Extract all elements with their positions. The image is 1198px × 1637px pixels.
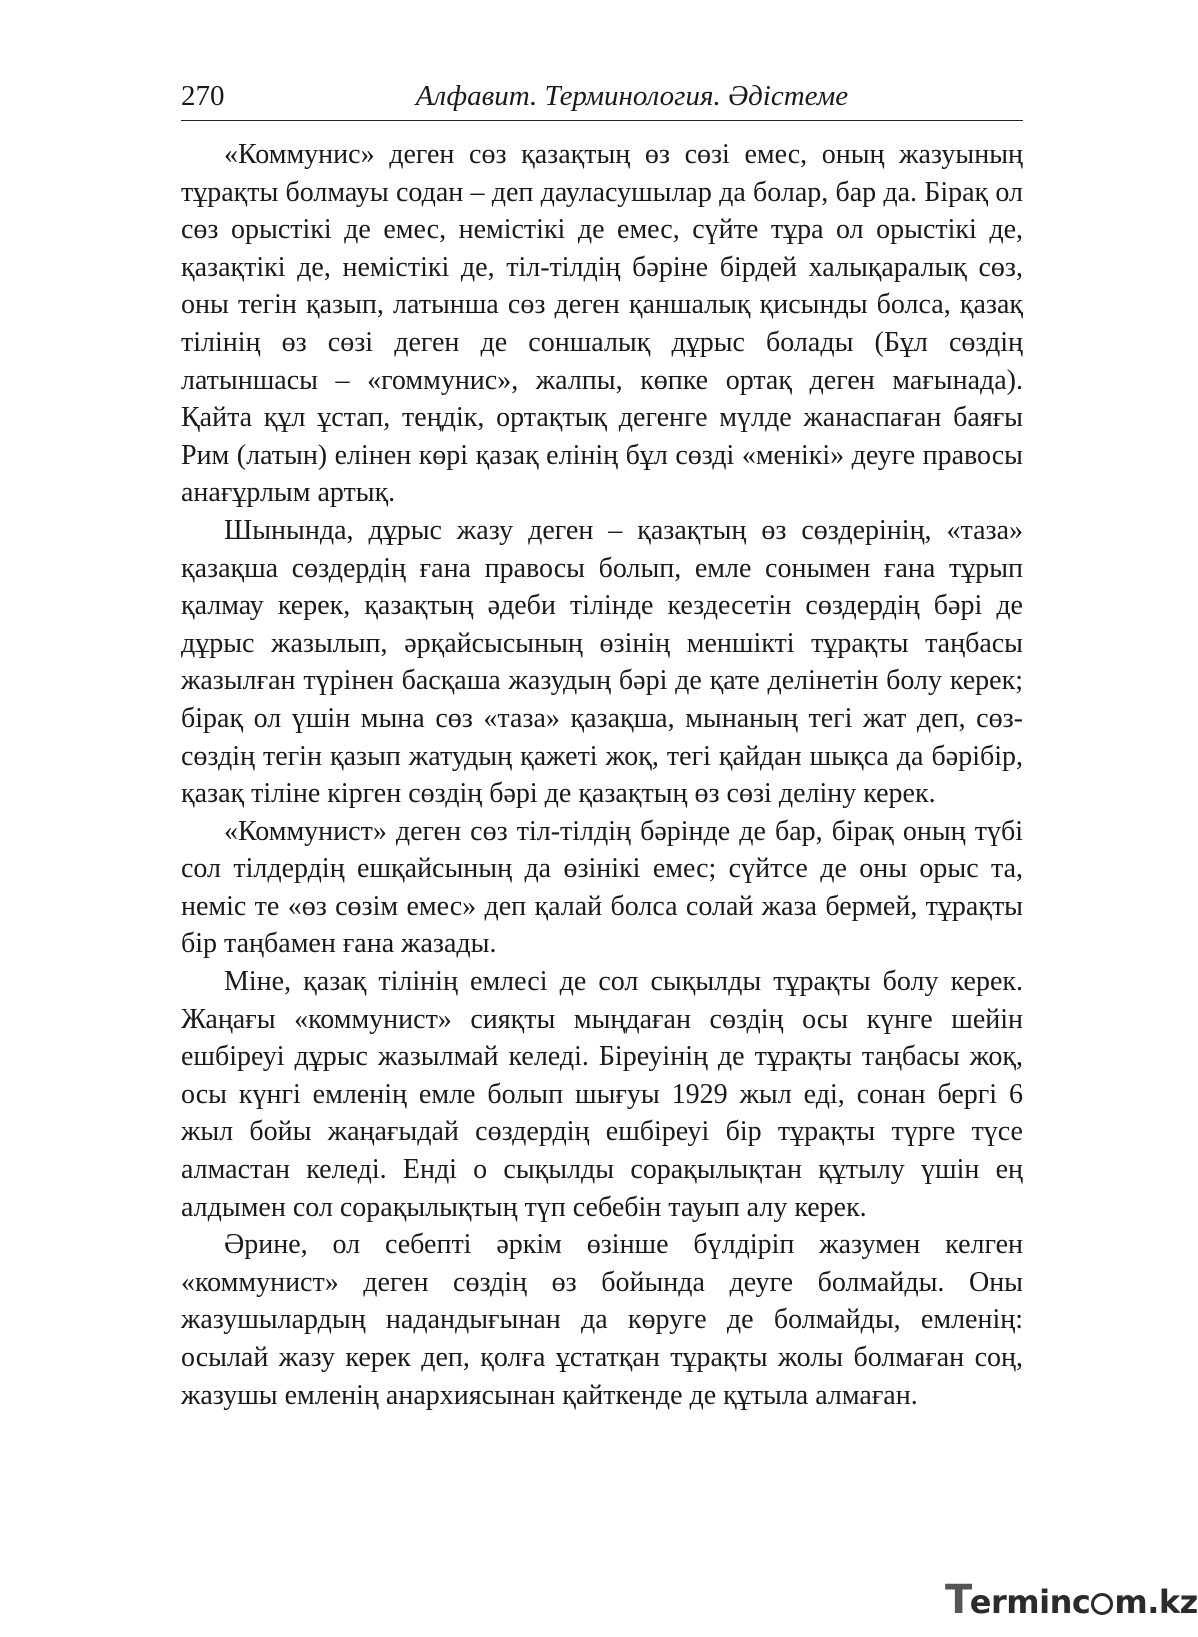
body-text [181, 136, 1023, 1414]
paragraph: Әрине, ол себепті әркім өзінше бүлдіріп жазумен келген «коммунист» деген сөздің өз бойында деуге болмайды. Оны жазушылардың надандығынан да көруге де болмайды, емленің: осылай жазу керек деп, қолға ұстатқан тұрақты жолы болмаған соң, жазушы емленің анархиясынан қайткенде де құтыла алмаған. [181, 1229, 1023, 1411]
running-title: Алфавит. Терминология. Әдістеме [415, 80, 849, 112]
paragraph: Шынында, дұрыс жазу деген – қазақтың өз сөздерінің, «таза» қазақша сөздердің ғана правосы болып, емле сонымен ғана тұрып қалмау керек, қазақтың әдеби тілінде кездесетін сөздердің бәрі де дұрыс жазылып, әрқайсысының өзінің меншікті тұрақты таңбасы жазылған түрінен басқаша жазудың бәрі де қате делінетін болу керек; бірақ ол үшін мына сөз «таза» қазақша, мынаның тегі жат деп, сөз-сөздің тегін қазып жатудың қажеті жоқ, тегі қайдан шықса да бәрібір, қазақ тіліне кірген сөздің бәрі де қазақтың өз сөзі деліну керек. [181, 514, 1023, 810]
watermark-logo: Terminc m.kz [945, 1577, 1198, 1623]
page-number: 270 [181, 80, 225, 112]
paragraph: «Коммунист» деген сөз тіл-тілдің бәрінде де бар, бірақ оның түбі сол тілдердің ешқайсының да өзінікі емес; сүйтсе де оны орыс та, неміс те «өз сөзім емес» деп қалай болса солай жаза бермей, тұрақты бір таңбамен ғана жазады. [181, 815, 1023, 960]
paragraph: «Коммунис» деген сөз қазақтың өз сөзі емес, оның жазуының тұрақты болмауы содан – деп дауласушылар да болар, бар да. Бірақ ол сөз орыстікі де емес, немістікі де емес, сүйте тұра ол орыстікі де, қазақтікі де, немістікі де, тіл-тілдің бәріне бірдей халықаралық сөз, оны тегін қазып, латынша сөз деген қаншалық қисынды болса, қазақ тілінің өз сөзі деген де соншалық дұрыс болады (Бұл сөздің латыншасы – «гоммунис», жалпы, көпке ортақ деген мағынада). Қайта құл ұстап, теңдік, ортақтық дегенге мүлде жанаспаған баяғы Рим (латын) елінен көрі қазақ елінің бұл сөзді «менікі» деуге правосы анағұрлым артық. [181, 139, 1023, 509]
paragraph: Міне, қазақ тілінің емлесі де сол сықылды тұрақты болу керек. Жаңағы «коммунист» сияқты мыңдаған сөздің осы күнге шейін ешбіреуі дұрыс жазылмай келеді. Біреуінің де тұрақты таңбасы жоқ, осы күнгі емленің емле болып шығуы 1929 жыл еді, сонан бергі 6 жыл бойы жаңағыдай сөздердің ешбіреуі бір тұрақты түрге түсе алмастан келеді. Енді о сықылды сорақылықтан құтылу үшін ең алдымен сол сорақылықтың түп себебін тауып алу керек. [181, 966, 1023, 1223]
circle-o-icon [1091, 1593, 1113, 1615]
running-header [181, 76, 1023, 121]
